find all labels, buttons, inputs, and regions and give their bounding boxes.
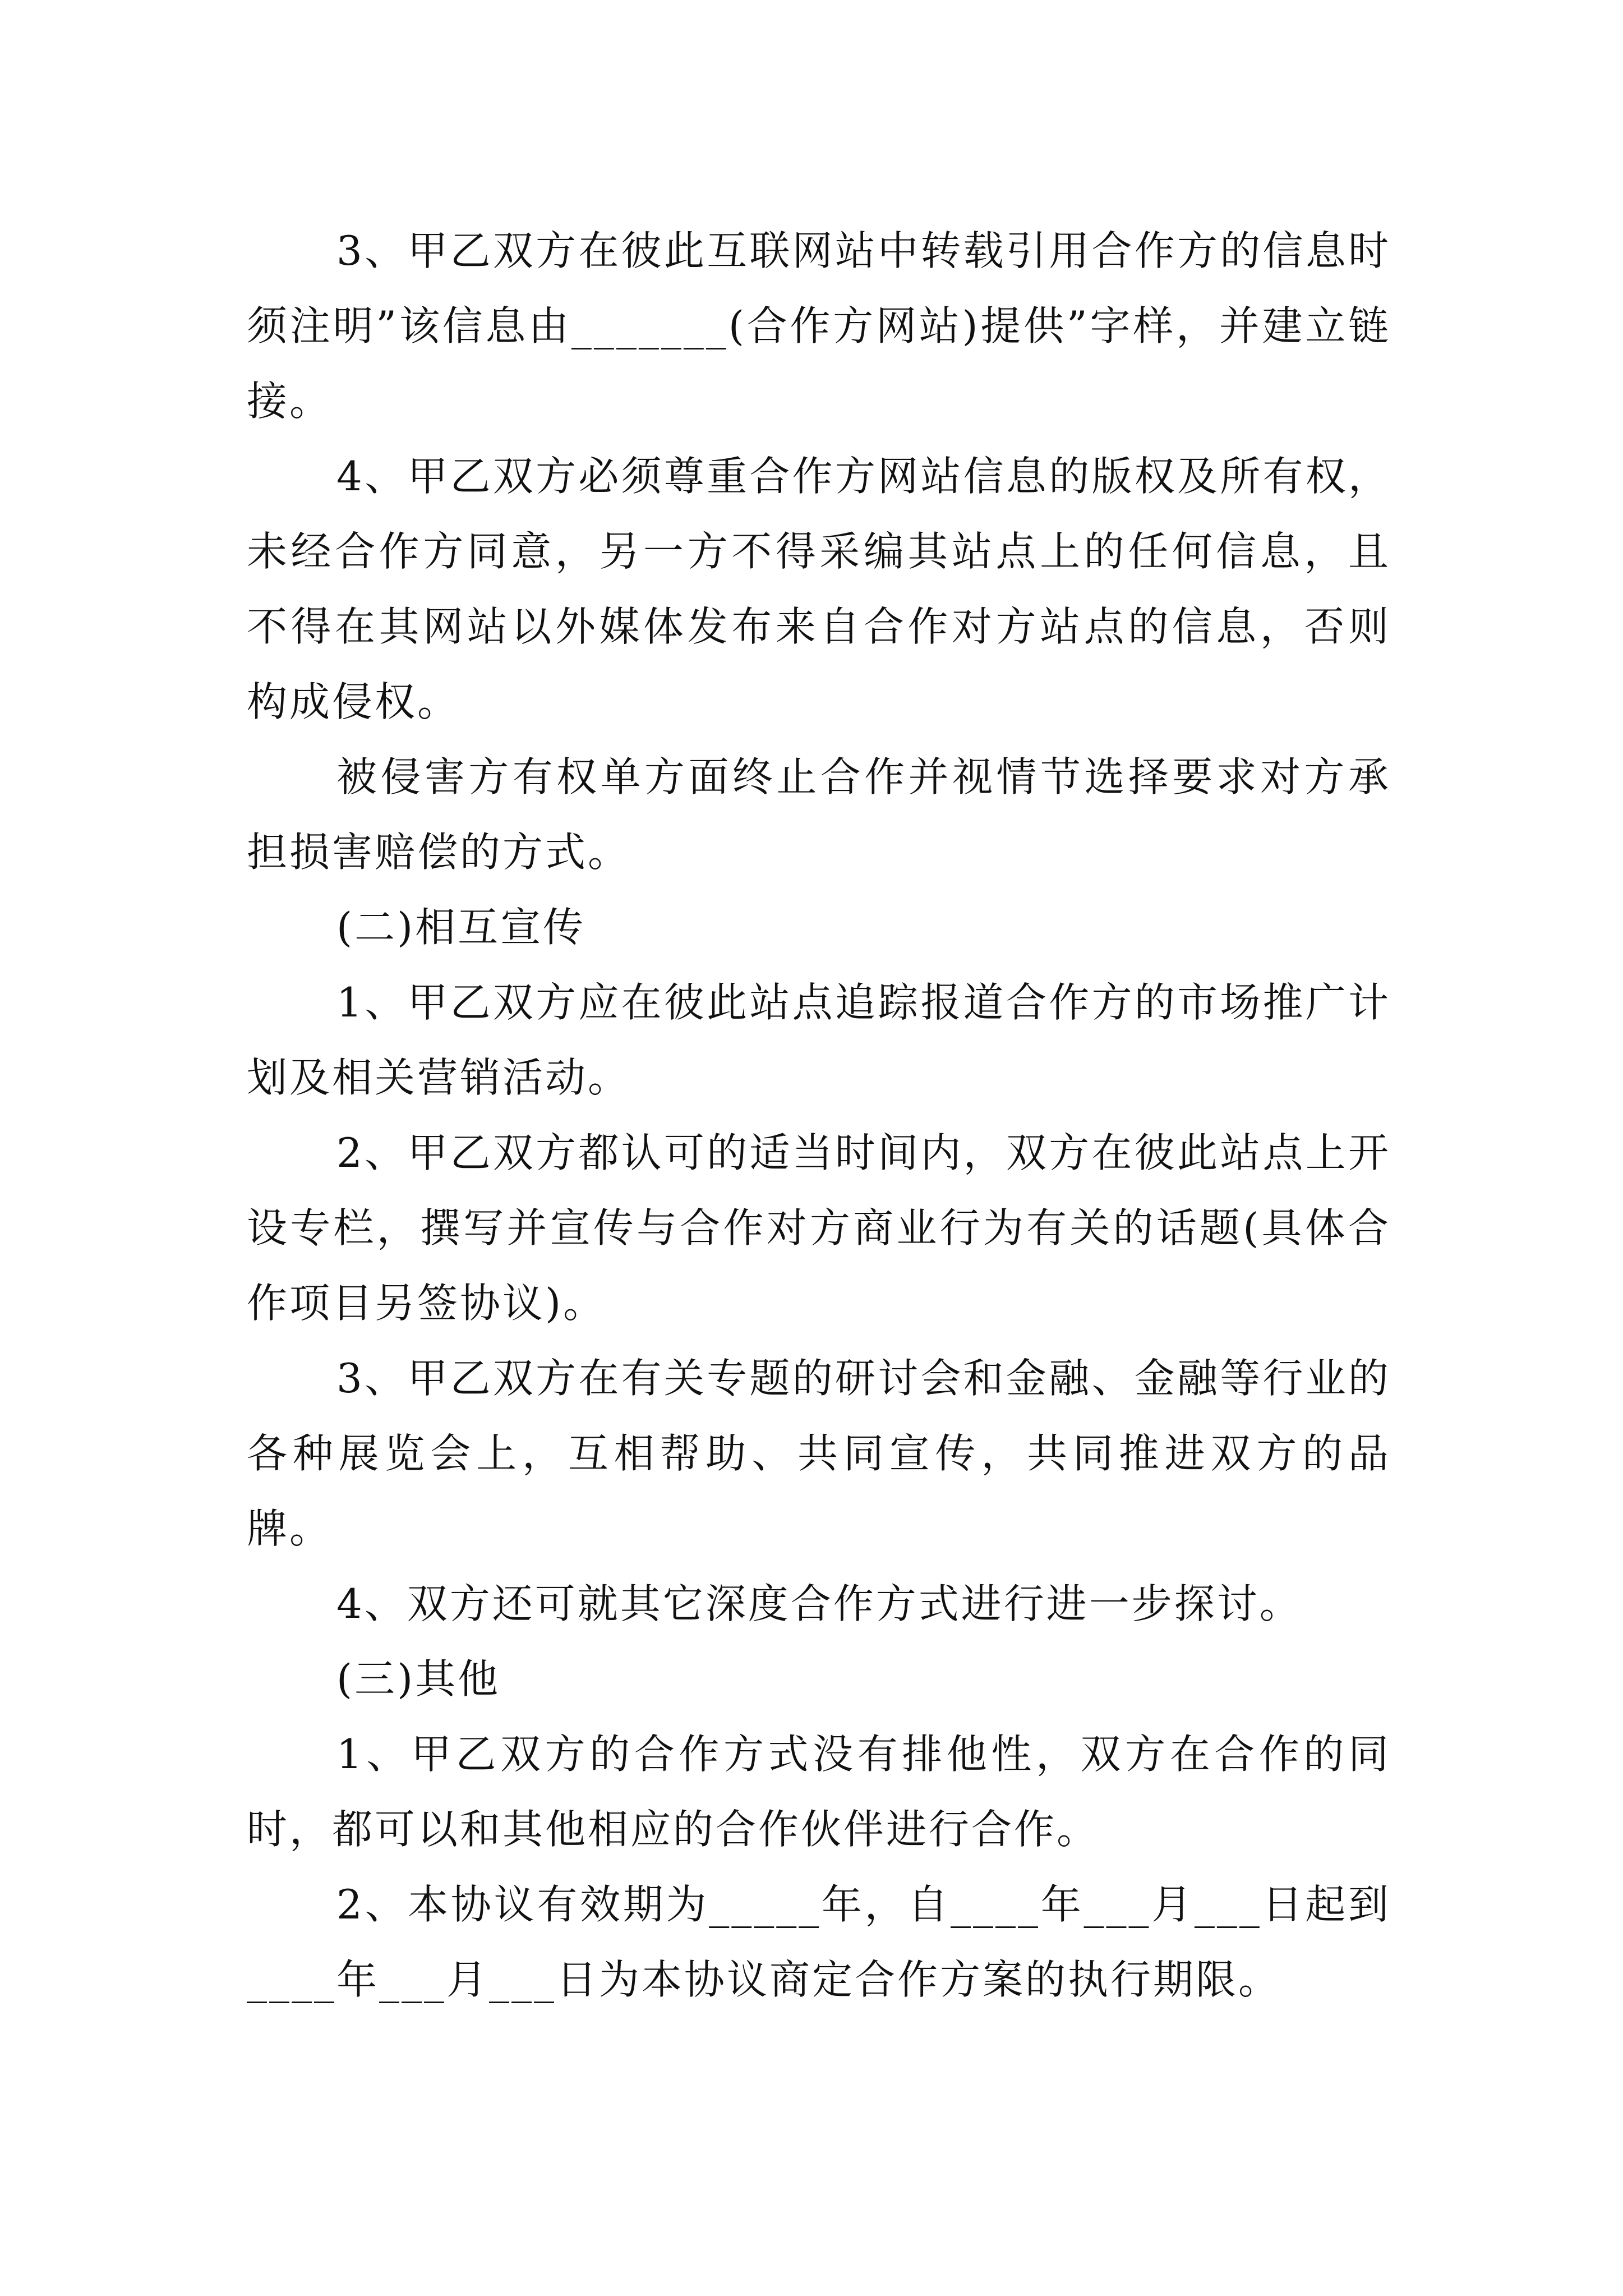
clause-validity-period: 2、本协议有效期为_____年，自____年___月___日起到____年___月___日为本协议商定合作方案的执行期限。 [247,1881,1391,2003]
clause-non-exclusive: 1、甲乙双方的合作方式没有排他性，双方在合作的同时，都可以和其他相应的合作伙伴进行合作。 [247,1731,1391,1853]
clause-infringement-remedy: 被侵害方有权单方面终止合作并视情节选择要求对方承担损害赔偿的方式。 [247,753,1391,876]
clause-further-cooperation: 4、双方还可就其它深度合作方式进行进一步探讨。 [336,1580,1302,1627]
document-body [247,213,1391,2017]
clause-reprint-attribution: 3、甲乙双方在彼此互联网站中转载引用合作方的信息时须注明”该信息由_______(合作方网站)提供”字样，并建立链接。 [247,227,1391,425]
clause-special-column: 2、甲乙双方都认可的适当时间内，双方在彼此站点上开设专栏，撰写并宣传与合作对方商业行为有关的话题(具体合作项目另签协议)。 [247,1129,1391,1327]
clause-copyright: 4、甲乙双方必须尊重合作方网站信息的版权及所有权，未经合作方同意，另一方不得采编其站点上的任何信息，且不得在其网站以外媒体发布来自合作对方站点的信息，否则构成侵权。 [247,453,1391,725]
section-heading-other: (三)其他 [336,1655,501,1703]
clause-market-coverage: 1、甲乙双方应在彼此站点追踪报道合作方的市场推广计划及相关营销活动。 [247,979,1391,1101]
clause-exhibition-promotion: 3、甲乙双方在有关专题的研讨会和金融、金融等行业的各种展览会上，互相帮助、共同宣传，共同推进双方的品牌。 [247,1355,1391,1552]
section-heading-mutual-promotion: (二)相互宣传 [336,904,586,951]
